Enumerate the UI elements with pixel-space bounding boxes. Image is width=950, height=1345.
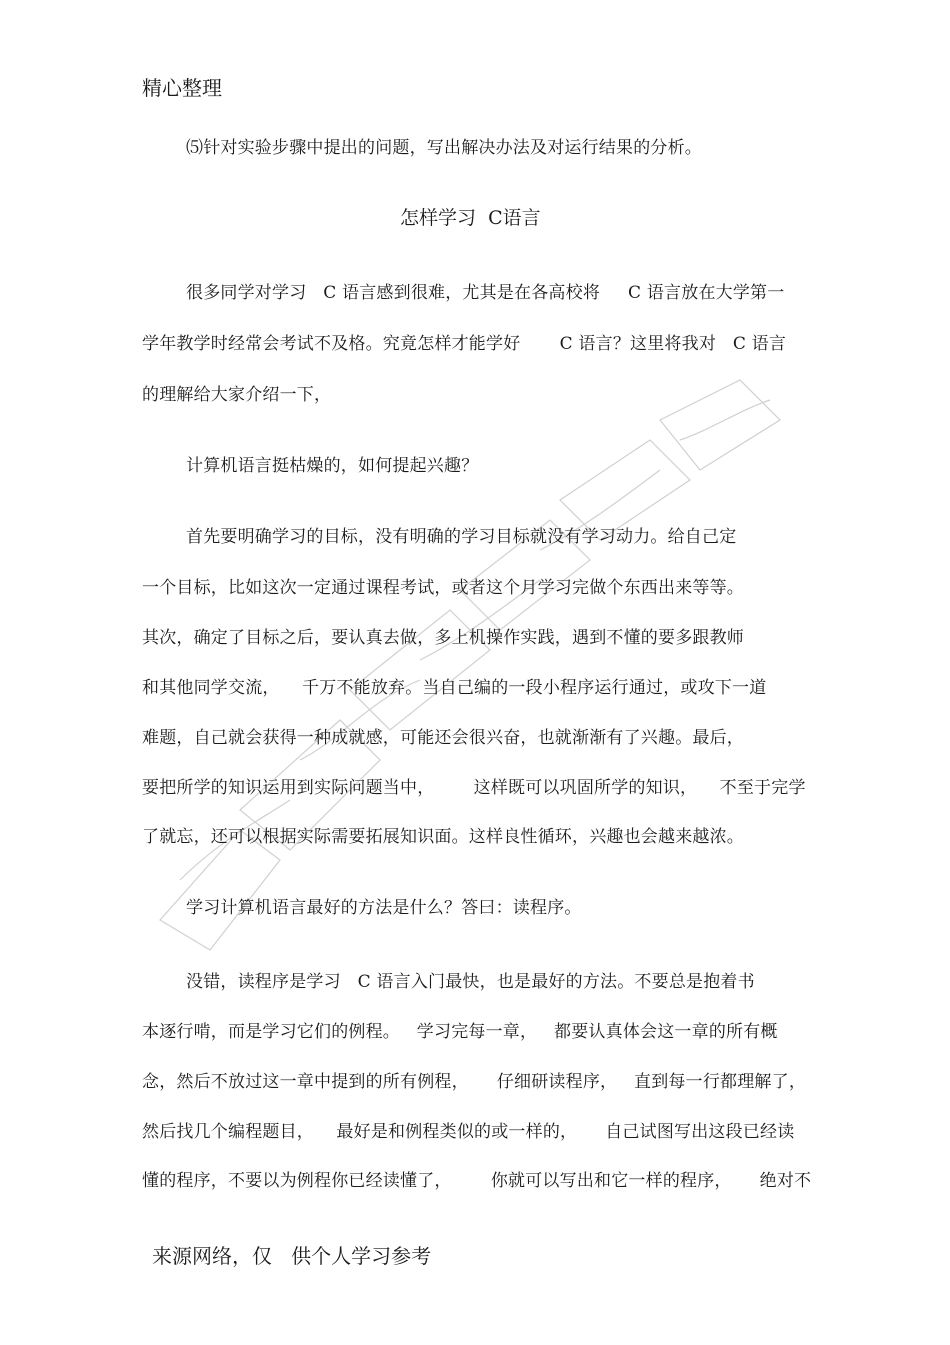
footer-note: 来源网络，仅 供个人学习参考 bbox=[152, 1244, 432, 1268]
paragraph3-line: 然后找几个编程题目， 最好是和例程类似的或一样的， 自己试图写出这段已经读 bbox=[142, 1122, 795, 1142]
paragraph2-line: 和其他同学交流， 千万不能放弃。当自己编的一段小程序运行通过，或攻下一道 bbox=[142, 678, 767, 698]
paragraph1-line: 学年教学时经常会考试不及格。究竟怎样才能学好 C 语言？这里将我对 C 语言 bbox=[142, 334, 787, 354]
intro-line: ⑸针对实验步骤中提出的问题，写出解决办法及对运行结果的分析。 bbox=[186, 138, 702, 158]
paragraph3-line: 念，然后不放过这一章中提到的所有例程， 仔细研读程序， 直到每一行都理解了， bbox=[142, 1072, 807, 1092]
paragraph3-line: 本逐行啃，而是学习它们的例程。 学习完每一章， 都要认真体会这一章的所有概 bbox=[142, 1022, 778, 1042]
paragraph2-line: 其次，确定了目标之后，要认真去做，多上机操作实践，遇到不懂的要多跟教师 bbox=[142, 628, 744, 648]
paragraph3-line: 没错，读程序是学习 C 语言入门最快，也是最好的方法。不要总是抱着书 bbox=[186, 972, 755, 992]
paragraph2-line: 一个目标，比如这次一定通过课程考试，或者这个月学习完做个东西出来等等。 bbox=[142, 578, 744, 598]
paragraph1-line: 的理解给大家介绍一下， bbox=[142, 385, 332, 405]
paragraph1-line: 很多同学对学习 C 语言感到很难，尤其是在各高校将 C 语言放在大学第一 bbox=[186, 283, 785, 303]
question1: 计算机语言挺枯燥的，如何提起兴趣？ bbox=[186, 456, 479, 476]
paragraph3-line: 懂的程序，不要以为例程你已经读懂了， 你就可以写出和它一样的程序， 绝对不 bbox=[142, 1171, 812, 1191]
question2: 学习计算机语言最好的方法是什么？答曰：读程序。 bbox=[186, 898, 582, 918]
article-title: 怎样学习 C语言 bbox=[400, 207, 541, 229]
paragraph2-line: 首先要明确学习的目标，没有明确的学习目标就没有学习动力。给自己定 bbox=[186, 527, 737, 547]
paragraph2-line: 难题，自己就会获得一种成就感，可能还会很兴奋，也就渐渐有了兴趣。最后， bbox=[142, 728, 744, 748]
header-label: 精心整理 bbox=[142, 76, 222, 100]
paragraph2-line: 要把所学的知识运用到实际问题当中， 这样既可以巩固所学的知识， 不至于完学 bbox=[142, 778, 806, 798]
paragraph2-line: 了就忘，还可以根据实际需要拓展知识面。这样良性循环，兴趣也会越来越浓。 bbox=[142, 827, 744, 847]
